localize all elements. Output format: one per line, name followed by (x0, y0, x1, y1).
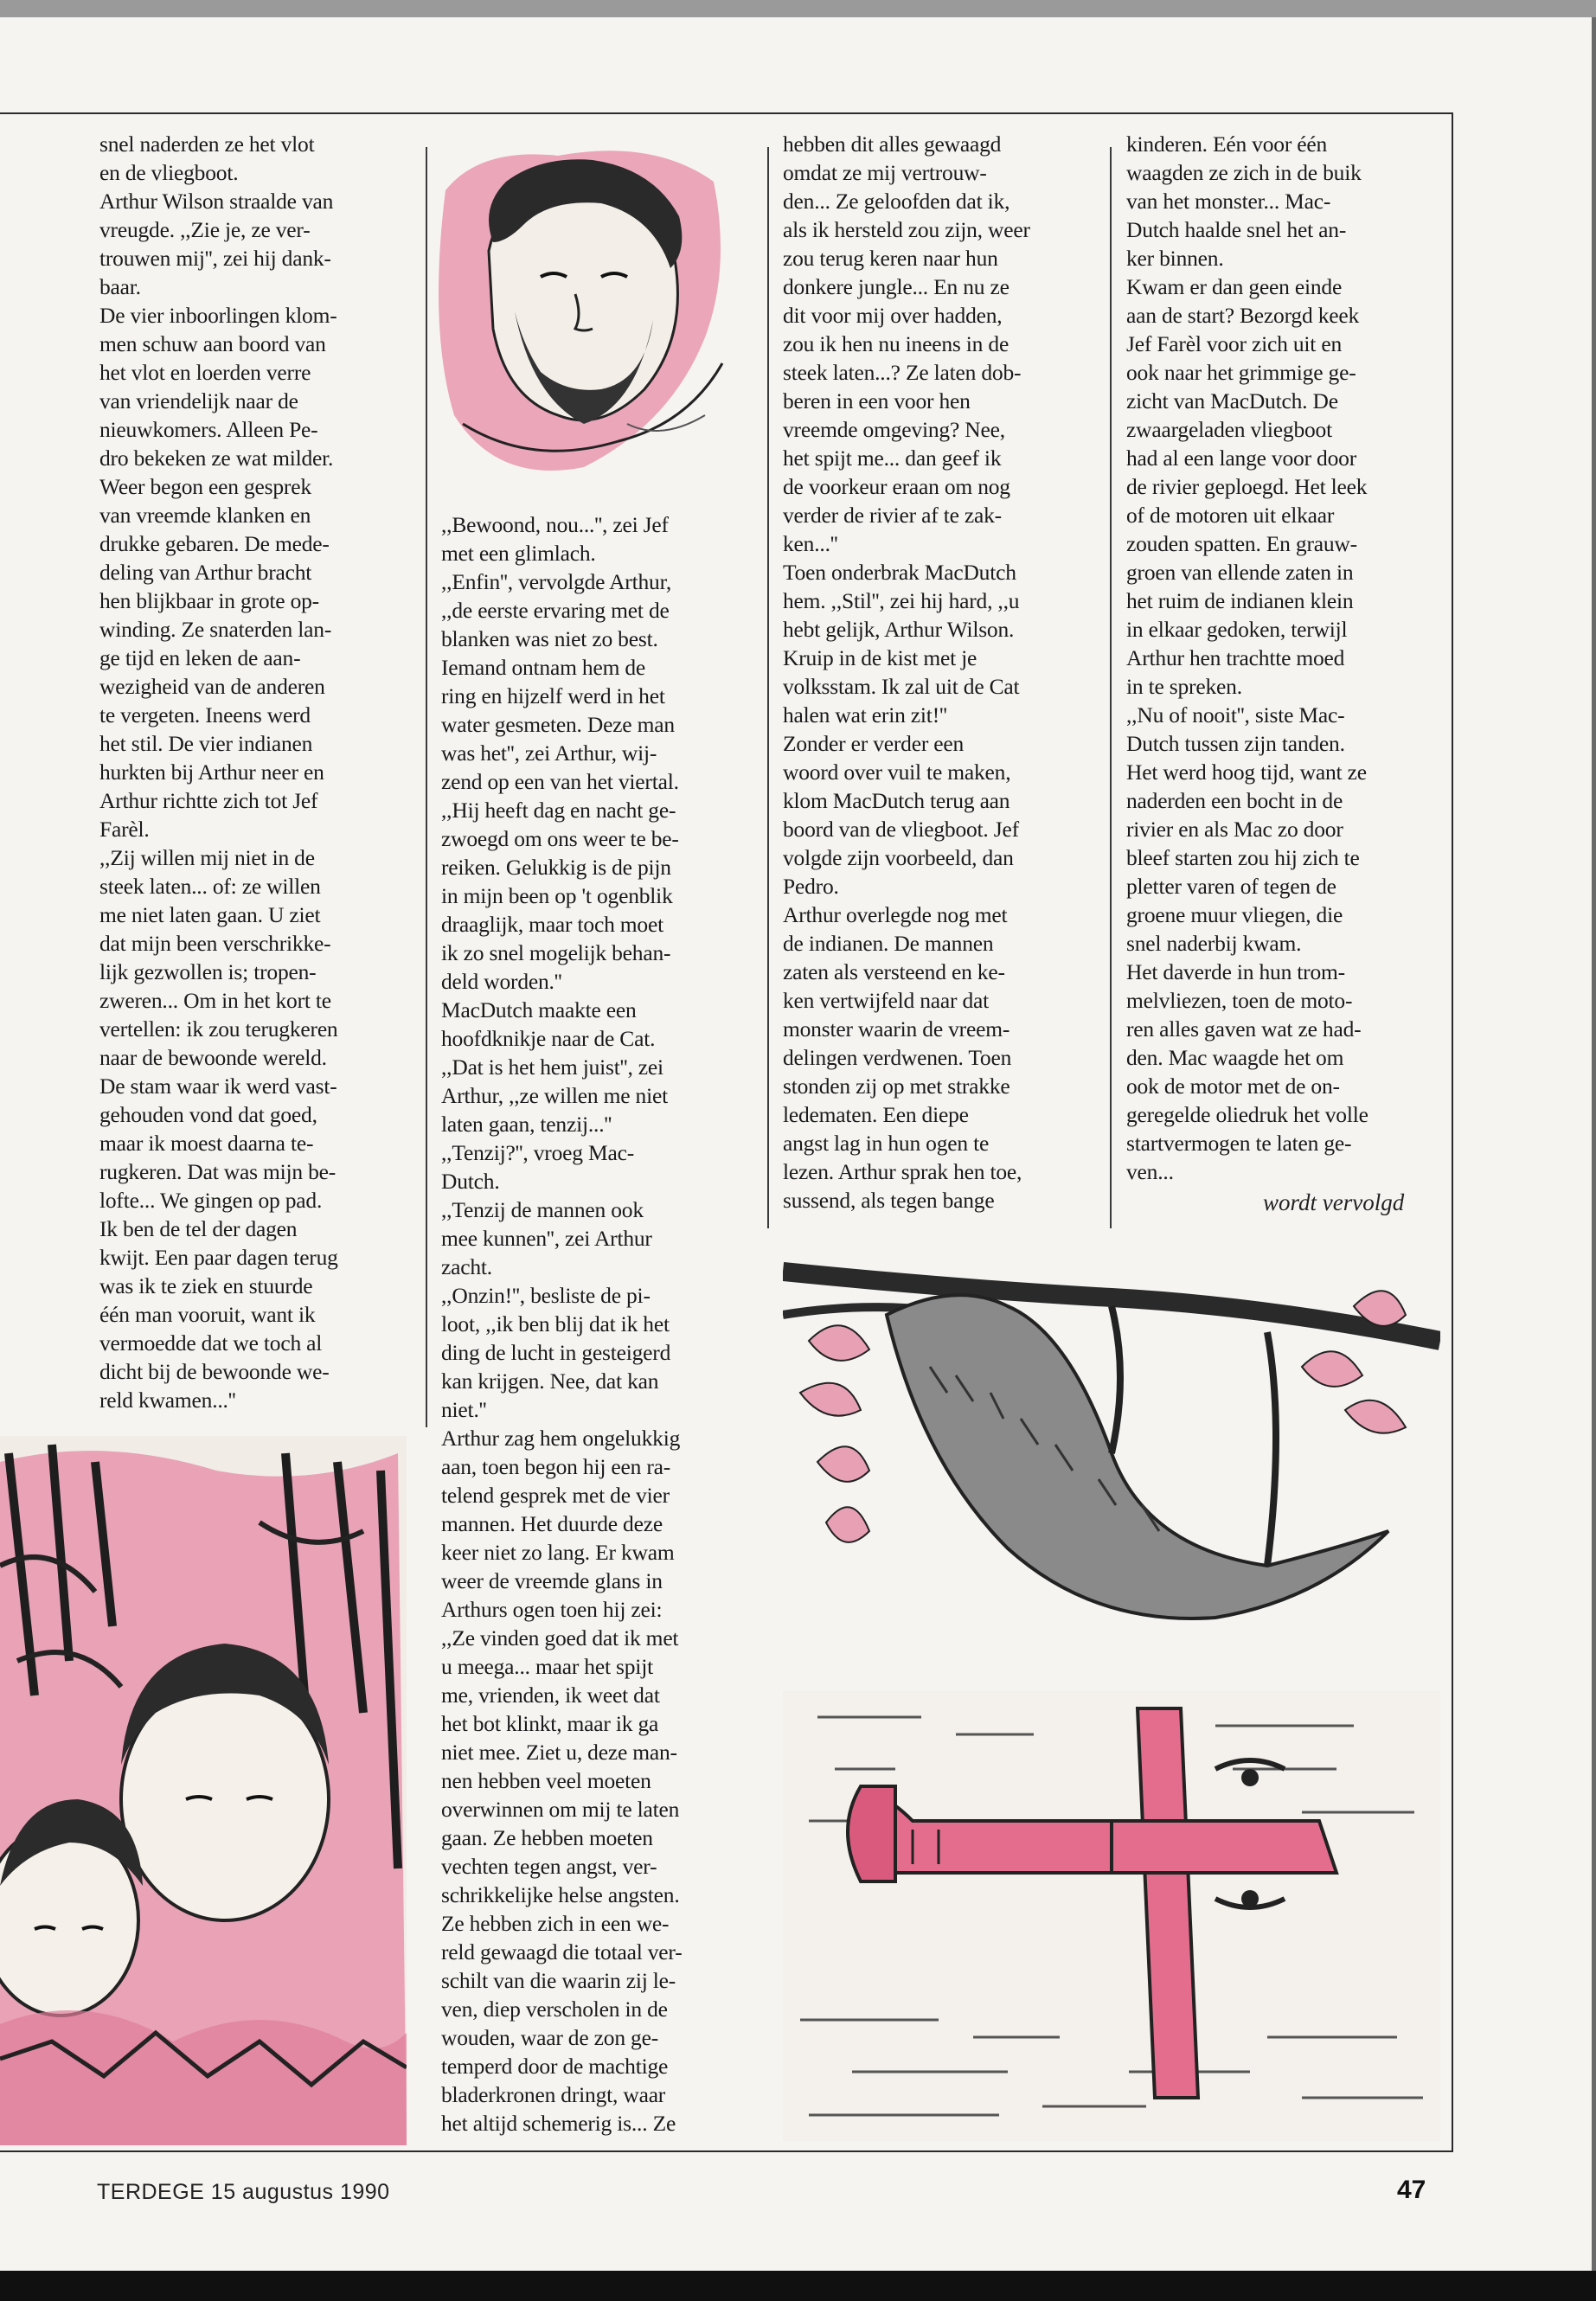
scan-top-edge (0, 0, 1596, 17)
article-column-3: hebben dit alles gewaagd omdat ze mij vertrouw- den... Ze geloofden dat ik, als ik hersteld zou zijn, weer zou terug keren naar hun donkere jungle... En nu ze dit voor mij over hadden, zou ik hen nu ineens in de steek laten...? Ze laten dob- beren in een voor hen vreemde omgeving? Nee, het spijt me... dan geef ik de voorkeur eraan om nog verder de rivier af te zak- ken...'' Toen onderbrak MacDutch hem. ,,Stil'', zei hij hard, ,,u hebt gelijk, Arthur Wilson. Kruip in de kist met je volksstam. Ik zal uit de Cat halen wat erin zit!'' Zonder er verder een woord over vuil te maken, klom MacDutch terug aan boord van de vliegboot. Jef volgde zijn voorbeeld, dan Pedro. Arthur overlegde nog met de indianen. De mannen zaten als versteend en ke- ken vertwijfeld naar dat monster waarin de vreem- delingen verdwenen. Toen stonden zij op met strakke ledematen. Een diepe angst lag in hun ogen te lezen. Arthur sprak hen toe, sussend, als tegen bange (783, 131, 1030, 1213)
scan-bottom-edge (0, 2271, 1596, 2301)
column-rule (1110, 147, 1112, 1228)
magazine-footer: TERDEGE 15 augustus 1990 (97, 2180, 390, 2204)
page-number: 47 (1397, 2176, 1426, 2204)
jungle-children-illustration (0, 1436, 407, 2145)
column-rule (426, 147, 427, 1427)
article-column-1: snel naderden ze het vlot en de vliegboot. Arthur Wilson straalde van vreugde. ,,Zie je, ze ver- trouwen mij'', zei hij dank- baar. De vier inboorlingen klom- men schuw aan boord van het vlot en loerden verre van vriendelijk naar de nieuwkomers. Alleen Pe- dro bekeken ze wat milder. Weer begon een gesprek van vreemde klanken en drukke gebaren. De mede- deling van Arthur bracht hen blijkbaar in grote op- winding. Ze snaterden lan- ge tijd en leken de aan- wezigheid van de anderen te vergeten. Ineens werd het stil. De vier indianen hurkten bij Arthur neer en Arthur richtte zich tot Jef Farèl. ,,Zij willen mij niet in de steek laten... of: ze willen me niet laten gaan. U ziet dat mijn been verschrikke- lijk gezwollen is; tropen- zweren... Om in het kort te vertellen: ik zou terugkeren naar de bewoonde wereld. De stam waar ik werd vast- gehouden vond dat goed, maar ik moest daarna te- rugkeren. Dat was mijn be- lofte... We gingen op pad. Ik ben de tel der dagen kwijt. Een paar dagen terug was ik te ziek en stuurde één man vooruit, want ik vermoedde dat we toch al dicht bij de bewoonde we- reld kwamen...'' (99, 131, 338, 1413)
sloth-branch-illustration (783, 1237, 1440, 1687)
continued-note: wordt vervolgd (1263, 1189, 1405, 1215)
column-rule (767, 147, 769, 1228)
seaplane-illustration (783, 1691, 1440, 2141)
magazine-page (0, 17, 1592, 2271)
article-column-4: kinderen. Eén voor één waagden ze zich in de buik van het monster... Mac- Dutch haalde snel het an- ker binnen. Kwam er dan geen einde aan de start? Bezorgd keek Jef Farèl voor zich uit en ook naar het grimmige ge- zicht van MacDutch. De zwaargeladen vliegboot had al een lange voor door de rivier geploegd. Het leek of de motoren uit elkaar zouden spatten. En grauw- groen van ellende zaten in het ruim de indianen klein in elkaar gedoken, terwijl Arthur hen trachtte moed in te spreken. ,,Nu of nooit'', siste Mac- Dutch tussen zijn tanden. Het werd hoog tijd, want ze naderden een bocht in de rivier en als Mac zo door bleef starten zou hij zich te pletter varen of tegen de groene muur vliegen, die snel naderbij kwam. Het daverde in hun trom- melvliezen, toen de moto- ren alles gaven wat ze had- den. Mac waagde het om ook de motor met de on- geregelde oliedruk het volle startvermogen te laten ge- ven... (1126, 131, 1368, 1184)
bearded-man-illustration (428, 138, 735, 502)
article-column-2: ,,Bewoond, nou...'', zei Jef met een glimlach. ,,Enfin'', vervolgde Arthur, ,,de eerste ervaring met de blanken was niet zo best. Iemand ontnam hem de ring en hijzelf werd in het water gesmeten. Deze man was het'', zei Arthur, wij- zend op een van het viertal. ,,Hij heeft dag en nacht ge- zwoegd om ons weer te be- reiken. Gelukkig is de pijn in mijn been op 't ogenblik draaglijk, maar toch moet ik zo snel mogelijk behan- deld worden.'' MacDutch maakte een hoofdknikje naar de Cat. ,,Dat is het hem juist'', zei Arthur, ,,ze willen me niet laten gaan, tenzij...'' ,,Tenzij?'', vroeg Mac- Dutch. ,,Tenzij de mannen ook mee kunnen'', zei Arthur zacht. ,,Onzin!'', besliste de pi- loot, ,,ik ben blij dat ik het ding de lucht in gesteigerd kan krijgen. Nee, dat kan niet.'' Arthur zag hem ongelukkig aan, toen begon hij een ra- telend gesprek met de vier mannen. Het duurde deze keer niet zo lang. Er kwam weer de vreemde glans in Arthurs ogen toen hij zei: ,,Ze vinden goed dat ik met u meega... maar het spijt me, vrienden, ik weet dat het bot klinkt, maar ik ga niet mee. Ziet u, deze man- nen hebben veel moeten overwinnen om mij te laten gaan. Ze hebben moeten vechten tegen angst, ver- schrikkelijke helse angsten. Ze hebben zich in een we- reld gewaagd die totaal ver- schilt van die waarin zij le- ven, diep verscholen in de wouden, waar de zon ge- temperd door de machtige bladerkronen dringt, waar het altijd schemerig is... Ze (441, 512, 683, 2136)
